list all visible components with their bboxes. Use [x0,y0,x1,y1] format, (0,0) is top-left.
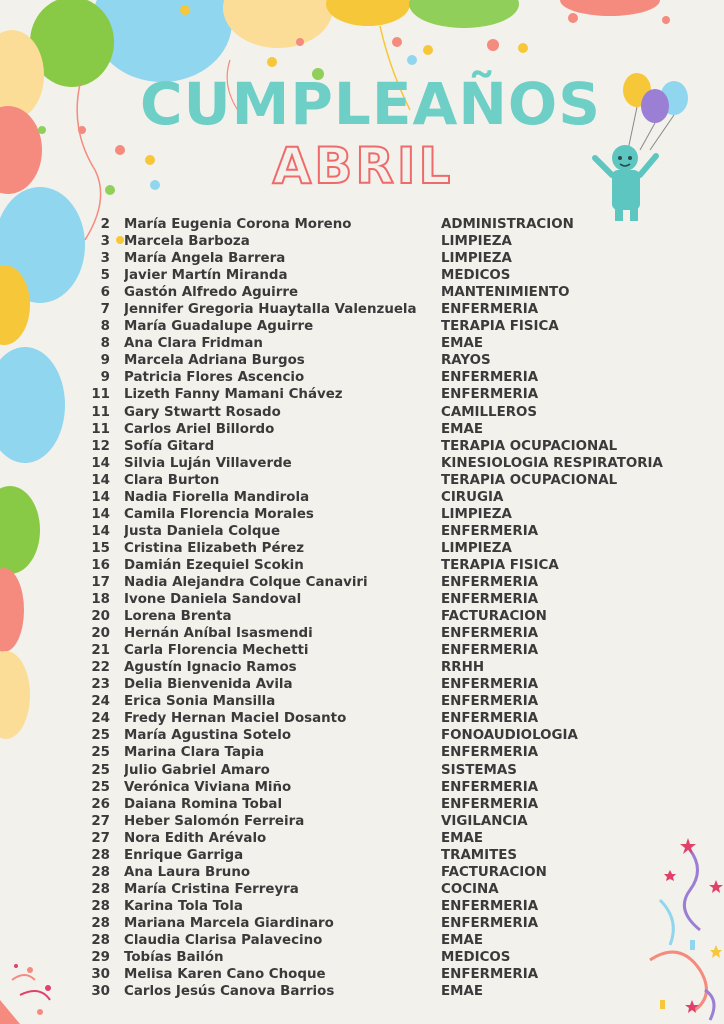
birthday-day: 2 [100,217,110,233]
birthday-day: 26 [91,796,110,812]
birthday-department: ENFERMERÍA [441,592,539,608]
birthday-department: ENFERMERÍA [441,745,539,761]
birthday-day: 9 [100,370,110,386]
birthday-name: Gary Stwartt Rosado [124,404,281,420]
birthday-name: María Guadalupe Aguirre [124,319,314,335]
birthday-name: Cristina Elizabeth Pérez [124,540,305,556]
list-item [88,915,688,932]
party-popper-icon [0,964,51,1024]
birthday-name: Claudia Clarisa Palavecino [124,932,323,948]
list-item [88,455,688,472]
list-item [88,506,688,523]
birthday-department: VIGILANCIA [441,813,528,829]
birthday-name: Silvia Luján Villaverde [124,455,292,471]
birthday-name: Marina Clara Tapia [124,745,265,761]
birthday-department: ENFERMERÍA [441,387,539,403]
birthday-day: 5 [100,268,110,284]
list-item [88,727,688,744]
birthday-day: 28 [91,915,110,931]
birthday-department: COCINA [441,881,499,897]
list-item [88,540,688,557]
list-item [88,523,688,540]
list-item [88,369,688,386]
list-item [88,267,688,284]
page-title: CUMPLEAÑOS [140,70,601,138]
birthday-name: Nadia Fiorella Mandirola [124,489,310,505]
birthday-day: 20 [91,609,110,625]
birthday-day: 24 [91,711,110,727]
birthday-department: EMAE [441,932,483,948]
birthday-name: Sofía Gitard [124,438,215,454]
birthday-day: 17 [91,575,110,590]
birthday-day: 20 [91,626,110,642]
birthday-name: Gastón Alfredo Aguirre [124,285,299,301]
birthday-day: 8 [100,336,110,352]
list-item [88,881,688,898]
birthday-name: Lizeth Fanny Mamani Chávez [124,387,343,403]
birthday-name: Verónica Viviana Miño [124,779,292,795]
birthday-name: Daiana Romina Tobal [124,796,283,812]
birthday-department: MANTENIMIENTO [441,285,570,301]
birthday-name: Lorena Brenta [124,609,232,625]
birthday-day: 12 [91,438,110,454]
birthday-name: María Agustina Sotelo [124,728,292,744]
birthday-department: TERAPIA OCUPACIONAL [441,438,618,454]
list-item [88,693,688,710]
birthday-name: Mariana Marcela Giardinaro [124,915,334,931]
birthday-name: Karina Tola Tola [124,898,243,914]
birthday-department: ENFERMERÍA [441,796,539,812]
birthday-day: 28 [91,881,110,897]
birthday-day: 28 [91,847,110,863]
birthday-name: Agustín Ignacio Ramos [124,660,297,676]
birthday-department: EMAE [441,421,483,437]
birthday-name: Ana Clara Fridman [124,336,263,352]
birthday-department: RRHH [441,660,485,676]
birthday-department: ADMINISTRACIÓN [441,217,574,233]
birthday-day: 8 [100,319,110,335]
birthday-day: 30 [91,967,110,983]
birthday-department: LIMPIEZA [441,540,512,556]
list-item [88,676,688,693]
birthday-department: FONOAUDIOLOGÍA [441,728,578,744]
birthday-name: Carla Florencia Mechetti [124,643,309,659]
birthday-day: 25 [91,762,110,778]
birthday-day: 18 [91,592,110,608]
list-item [88,864,688,881]
list-item [88,472,688,489]
list-item [88,386,688,403]
birthday-department: EMAE [441,830,483,846]
birthday-name: Julio Gabriel Amaro [124,762,270,778]
birthday-department: ENFERMERÍA [441,694,539,710]
birthday-name: Camila Florencia Morales [124,506,314,522]
birthday-department: ENFERMERÍA [441,575,539,590]
birthday-day: 3 [100,251,110,267]
birthday-list [88,216,688,1000]
birthday-department: ENFERMERÍA [441,302,539,318]
birthday-department: SISTEMAS [441,762,517,778]
list-item [88,250,688,267]
birthday-department: MÉDICOS [441,950,511,966]
birthday-name: Javier Martín Miranda [124,268,288,284]
birthday-day: 14 [91,472,110,488]
birthday-day: 25 [91,728,110,744]
list-item [88,762,688,779]
birthday-department: TERAPIA FÍSICA [441,557,559,573]
list-item [88,233,688,250]
list-item [88,318,688,335]
birthday-name: Marcela Barboza [124,234,250,250]
list-item [88,284,688,301]
birthday-name: Carlos Ariel Billordo [124,421,275,437]
birthday-day: 25 [91,779,110,795]
birthday-day: 27 [91,813,110,829]
list-item [88,830,688,847]
birthday-name: Hernán Aníbal Isasmendi [124,626,313,642]
list-item [88,608,688,625]
list-item [88,557,688,574]
birthday-name: María Cristina Ferreyra [124,881,299,897]
list-item [88,438,688,455]
birthday-day: 14 [91,455,110,471]
birthday-department: MÉDICOS [441,268,511,284]
list-item [88,949,688,966]
birthday-department: TERAPIA OCUPACIONAL [441,472,618,488]
birthday-name: Ana Laura Bruno [124,864,251,880]
birthday-day: 25 [91,745,110,761]
list-item [88,779,688,796]
birthday-day: 28 [91,932,110,948]
birthday-department: ENFERMERÍA [441,915,539,931]
birthday-day: 16 [91,557,110,573]
list-item [88,301,688,318]
birthday-department: CIRUGÍA [441,489,504,505]
list-item [88,421,688,438]
birthday-day: 15 [91,540,110,556]
birthday-day: 23 [91,677,110,693]
list-item [88,625,688,642]
birthday-day: 7 [100,302,110,318]
birthday-name: Tobías Bailón [124,950,224,966]
birthday-department: TERAPIA FÍSICA [441,319,559,335]
mascot-with-balloons-icon [595,73,688,221]
birthday-day: 21 [91,643,110,659]
list-item [88,847,688,864]
list-item [88,966,688,983]
birthday-day: 3 [100,234,110,250]
birthday-department: ENFERMERÍA [441,967,539,983]
birthday-department: CAMILLEROS [441,404,538,420]
birthday-department: LIMPIEZA [441,506,512,522]
list-item [88,796,688,813]
birthday-day: 11 [91,404,110,420]
list-item [88,335,688,352]
birthday-name: Ivone Daniela Sandoval [124,592,302,608]
list-item [88,898,688,915]
birthday-name: Damián Ezequiel Scokin [124,557,304,573]
birthday-name: Patricia Flores Ascencio [124,370,305,386]
list-item [88,591,688,608]
month-subtitle: ABRIL [272,137,454,195]
birthday-day: 28 [91,898,110,914]
birthday-department: KINESIOLOGÍA RESPIRATORIA [441,455,663,471]
birthday-department: LIMPIEZA [441,251,512,267]
list-item [88,744,688,761]
birthday-department: ENFERMERÍA [441,626,539,642]
birthday-name: Carlos Jesús Canova Barrios [124,984,335,1000]
birthday-name: Nora Edith Arévalo [124,830,267,846]
birthday-day: 14 [91,523,110,539]
birthday-name: Melisa Karen Cano Choque [124,967,326,983]
birthday-day: 29 [91,950,110,966]
list-item [88,574,688,591]
list-item [88,404,688,421]
birthday-day: 24 [91,694,110,710]
birthday-department: TRÁMITES [441,847,518,863]
birthday-name: Clara Burton [124,472,220,488]
birthday-day: 30 [91,984,110,1000]
birthday-department: ENFERMERÍA [441,370,539,386]
birthday-day: 6 [100,285,110,301]
birthday-department: ENFERMERÍA [441,898,539,914]
list-item [88,642,688,659]
birthday-name: Jennifer Gregoria Huaytalla Valenzuela [124,302,417,318]
birthday-department: LIMPIEZA [441,234,512,250]
birthday-day: 27 [91,830,110,846]
birthday-name: María Ángela Barrera [124,251,286,267]
birthday-day: 14 [91,489,110,505]
birthday-name: Fredy Hernan Maciel Dosanto [124,711,347,727]
birthday-department: ENFERMERÍA [441,711,539,727]
list-item [88,489,688,506]
birthday-name: María Eugenia Corona Moreno [124,217,352,233]
birthday-department: EMAE [441,984,483,1000]
birthday-day: 28 [91,864,110,880]
birthday-day: 14 [91,506,110,522]
list-item [88,216,688,233]
list-item [88,983,688,1000]
birthday-name: Enrique Garriga [124,847,244,863]
birthday-name: Justa Daniela Colque [124,523,281,539]
birthday-day: 22 [91,660,110,676]
list-item [88,932,688,949]
list-item [88,659,688,676]
birthday-department: ENFERMERÍA [441,643,539,659]
birthday-department: EMAE [441,336,483,352]
birthday-name: Nadia Alejandra Colque Canaviri [124,575,368,590]
birthday-name: Erica Sonia Mansilla [124,694,276,710]
birthday-name: Marcela Adriana Burgos [124,353,305,369]
birthday-department: ENFERMERÍA [441,677,539,693]
birthday-department: ENFERMERÍA [441,523,539,539]
birthday-department: RAYOS [441,353,491,369]
birthday-department: FACTURACIÓN [441,864,547,880]
birthday-day: 11 [91,421,110,437]
birthday-department: FACTURACIÓN [441,609,547,625]
birthday-name: Delia Bienvenida Ávila [124,677,293,693]
list-item [88,710,688,727]
birthday-name: Heber Salomón Ferreira [124,813,305,829]
birthday-department: ENFERMERÍA [441,779,539,795]
birthday-day: 9 [100,353,110,369]
birthday-day: 11 [91,387,110,403]
list-item [88,813,688,830]
list-item [88,352,688,369]
